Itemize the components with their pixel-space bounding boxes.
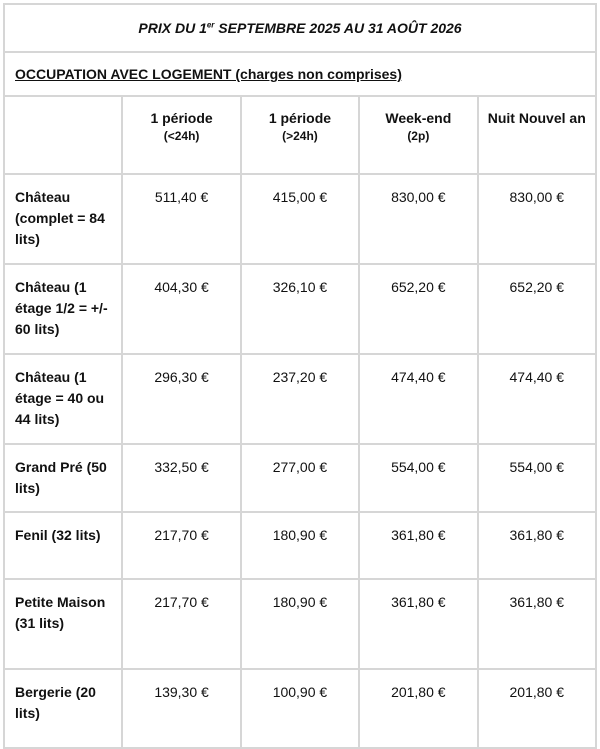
- column-header: [478, 96, 597, 174]
- column-header-label: Week-end: [385, 110, 452, 126]
- empty-corner-cell: [4, 96, 122, 174]
- column-header: [122, 96, 240, 174]
- price-cell: 830,00 €: [478, 174, 597, 264]
- price-cell: 296,30 €: [122, 354, 240, 444]
- title-prefix: PRIX DU 1: [138, 20, 207, 36]
- row-label: Grand Pré (50 lits): [4, 444, 122, 512]
- title-superscript: er: [206, 20, 215, 30]
- column-header: [359, 96, 477, 174]
- table-row: [4, 264, 596, 354]
- section-row: [4, 52, 596, 96]
- column-header: [241, 96, 359, 174]
- price-cell: 474,40 €: [478, 354, 597, 444]
- section-heading: [4, 52, 596, 96]
- price-cell: 652,20 €: [478, 264, 597, 354]
- title-row: [4, 4, 596, 52]
- row-label: Fenil (32 lits): [4, 512, 122, 579]
- price-cell: 361,80 €: [359, 512, 477, 579]
- table-row: [4, 512, 596, 579]
- price-cell: 201,80 €: [478, 669, 597, 748]
- column-header-label: Nuit Nouvel an: [487, 110, 586, 126]
- column-header-row: [4, 96, 596, 174]
- price-cell: 332,50 €: [122, 444, 240, 512]
- price-table: [3, 3, 597, 749]
- price-cell: 474,40 €: [359, 354, 477, 444]
- table-row: [4, 579, 596, 669]
- price-cell: 180,90 €: [241, 579, 359, 669]
- column-header-sub: (<24h): [163, 129, 200, 143]
- price-cell: 554,00 €: [359, 444, 477, 512]
- price-cell: 404,30 €: [122, 264, 240, 354]
- price-cell: 415,00 €: [241, 174, 359, 264]
- price-cell: 554,00 €: [478, 444, 597, 512]
- price-cell: 830,00 €: [359, 174, 477, 264]
- row-label: Château (complet = 84 lits): [4, 174, 122, 264]
- price-cell: 217,70 €: [122, 579, 240, 669]
- price-cell: 277,00 €: [241, 444, 359, 512]
- row-label: Château (1 étage 1/2 = +/- 60 lits): [4, 264, 122, 354]
- table-title: [4, 4, 596, 52]
- table-row: [4, 444, 596, 512]
- price-cell: 326,10 €: [241, 264, 359, 354]
- price-cell: 201,80 €: [359, 669, 477, 748]
- row-label: Bergerie (20 lits): [4, 669, 122, 748]
- price-cell: 652,20 €: [359, 264, 477, 354]
- section-label: OCCUPATION AVEC LOGEMENT: [15, 66, 232, 82]
- table-row: [4, 174, 596, 264]
- section-note: (charges non comprises): [231, 66, 402, 82]
- column-header-sub: (>24h): [282, 129, 318, 143]
- column-header-label: 1 période: [150, 110, 213, 126]
- column-header-label: 1 période: [268, 110, 332, 126]
- price-cell: 180,90 €: [241, 512, 359, 579]
- price-cell: 237,20 €: [241, 354, 359, 444]
- price-cell: 361,80 €: [478, 512, 597, 579]
- price-cell: 361,80 €: [478, 579, 597, 669]
- table-row: [4, 669, 596, 748]
- table-row: [4, 354, 596, 444]
- price-cell: 217,70 €: [122, 512, 240, 579]
- price-cell: 511,40 €: [122, 174, 240, 264]
- price-cell: 100,90 €: [241, 669, 359, 748]
- price-cell: 361,80 €: [359, 579, 477, 669]
- row-label: Petite Maison (31 lits): [4, 579, 122, 669]
- column-header-sub: (2p): [407, 129, 430, 143]
- price-cell: 139,30 €: [122, 669, 240, 748]
- row-label: Château (1 étage = 40 ou 44 lits): [4, 354, 122, 444]
- title-suffix: SEPTEMBRE 2025 AU 31 AOÛT 2026: [214, 20, 462, 36]
